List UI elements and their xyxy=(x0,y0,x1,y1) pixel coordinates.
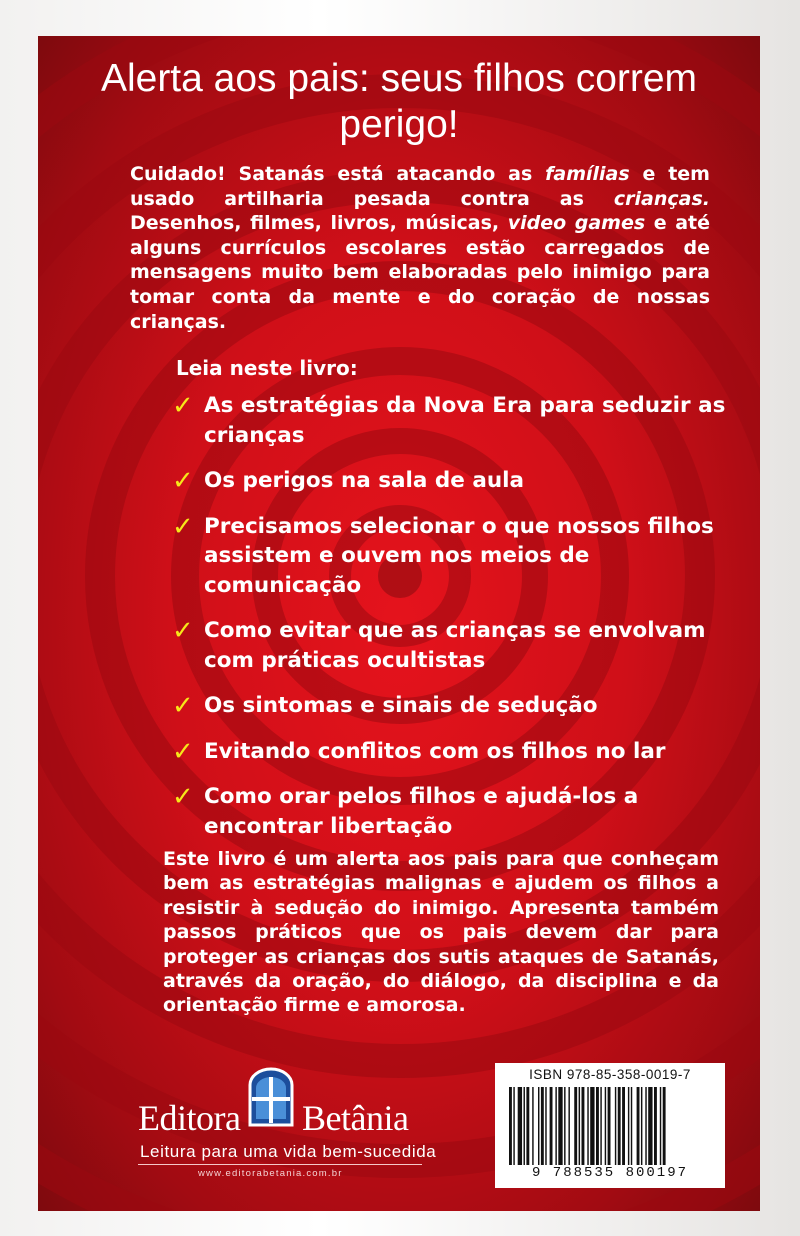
barcode-bar xyxy=(622,1087,625,1165)
checkmark-icon: ✓ xyxy=(172,616,194,646)
publisher-website: www.editorabetania.com.br xyxy=(198,1168,343,1179)
intro-text-1: Cuidado! Satanás está atacando as xyxy=(130,163,546,185)
list-item xyxy=(168,512,728,601)
barcode-bar xyxy=(645,1087,646,1165)
barcode-bar xyxy=(631,1087,632,1165)
publisher-slogan: Leitura para uma vida bem-sucedida xyxy=(140,1142,437,1161)
intro-italic-children: crianças. xyxy=(613,187,710,210)
barcode-bar xyxy=(574,1087,577,1165)
isbn-label: ISBN 978-85-358-0019-7 xyxy=(529,1067,691,1082)
closing-paragraph: Este livro é um alerta aos pais para que conheçam bem as estratégias malignas e ajudem os filhos a resistir à sedução do inimigo. Apresenta também passos práticos que os pais devem dar para proteger as crianças dos sutis ataques de Satanás, através da oração, do diálogo, da disciplina e da orientação firme e amorosa. xyxy=(163,848,719,1017)
list-item-text: Precisamos selecionar o que nossos filhos assistem e ouvem nos meios de comunicação xyxy=(204,513,714,598)
barcode-bar xyxy=(587,1087,588,1165)
cover-headline: Alerta aos pais: seus filhos correm perigo! xyxy=(100,57,698,146)
list-item xyxy=(168,782,728,841)
intro-text-2: e tem usado artilharia pesada contra as xyxy=(130,163,710,210)
checkmark-icon: ✓ xyxy=(172,511,194,542)
publisher-name-left: Editora xyxy=(138,1098,241,1138)
barcode-bar xyxy=(600,1087,601,1165)
barcode-bar xyxy=(596,1087,599,1165)
barcode-bar xyxy=(618,1087,621,1165)
barcode-bar xyxy=(568,1087,569,1165)
isbn-barcode xyxy=(495,1063,725,1188)
checkmark-icon: ✓ xyxy=(172,782,194,812)
barcode-bar xyxy=(513,1087,514,1165)
window-logo-icon xyxy=(246,1067,296,1127)
barcode-bar xyxy=(641,1087,642,1165)
barcode-bar xyxy=(660,1087,661,1165)
barcode-bar xyxy=(564,1087,565,1165)
publisher-logo xyxy=(138,1064,437,1179)
barcode-bar xyxy=(648,1087,652,1165)
intro-text-3: Desenhos, filmes, livros, músicas, xyxy=(130,212,508,235)
barcode-bar xyxy=(545,1087,546,1165)
barcode-bar xyxy=(608,1087,611,1165)
barcode-bar xyxy=(637,1087,640,1165)
intro-italic-families: famílias xyxy=(545,163,630,185)
barcode-bar xyxy=(628,1087,629,1165)
list-item xyxy=(168,391,728,450)
barcode-bar xyxy=(509,1087,512,1165)
barcode-bar xyxy=(518,1087,522,1165)
barcode-bar xyxy=(654,1087,657,1165)
checkmark-icon: ✓ xyxy=(172,691,194,721)
list-item xyxy=(168,691,728,721)
barcode-bar xyxy=(615,1087,616,1165)
barcode-bar xyxy=(524,1087,525,1165)
list-item-text: Evitando conflitos com os filhos no lar xyxy=(204,738,666,764)
barcode-bar xyxy=(558,1087,562,1165)
barcode-number: 9 788535 800197 xyxy=(531,1165,689,1181)
intro-paragraph xyxy=(130,162,710,334)
barcode-bar xyxy=(582,1087,585,1165)
checkmark-icon: ✓ xyxy=(172,736,194,767)
list-item xyxy=(168,466,728,496)
barcode-bar xyxy=(663,1087,666,1165)
list-item xyxy=(168,737,728,767)
barcode-bar xyxy=(579,1087,580,1165)
publisher-name-right: Betânia xyxy=(302,1098,409,1138)
intro-italic-video-games: video games xyxy=(507,212,646,235)
list-item xyxy=(168,616,728,675)
barcode-bar xyxy=(555,1087,556,1165)
list-heading: Leia neste livro: xyxy=(176,356,358,380)
barcode-bar xyxy=(605,1087,606,1165)
list-item-text: Os sintomas e sinais de sedução xyxy=(204,693,598,718)
list-item-text: Como orar pelos filhos e ajudá-los a encontrar libertação xyxy=(204,784,639,839)
checkmark-icon: ✓ xyxy=(172,466,194,496)
intro-text-4: e até alguns currículos escolares estão carregados de mensagens muito bem elaboradas pelo inimigo para tomar conta da mente e do coração de nossas crianças. xyxy=(130,212,711,333)
topics-list xyxy=(168,391,728,857)
back-cover xyxy=(38,36,760,1211)
list-item-text: Os perigos na sala de aula xyxy=(204,468,525,493)
slogan-divider xyxy=(138,1164,422,1165)
barcode-bar xyxy=(538,1087,539,1165)
list-item-text: Como evitar que as crianças se envolvam com práticas ocultistas xyxy=(204,618,706,673)
barcode-bar xyxy=(541,1087,544,1165)
barcode-bar xyxy=(590,1087,594,1165)
barcode-bars xyxy=(509,1087,713,1165)
barcode-bar xyxy=(526,1087,529,1165)
barcode-bar xyxy=(550,1087,553,1165)
barcode-bar xyxy=(532,1087,533,1165)
checkmark-icon: ✓ xyxy=(172,391,194,421)
list-item-text: As estratégias da Nova Era para seduzir as crianças xyxy=(204,393,726,448)
